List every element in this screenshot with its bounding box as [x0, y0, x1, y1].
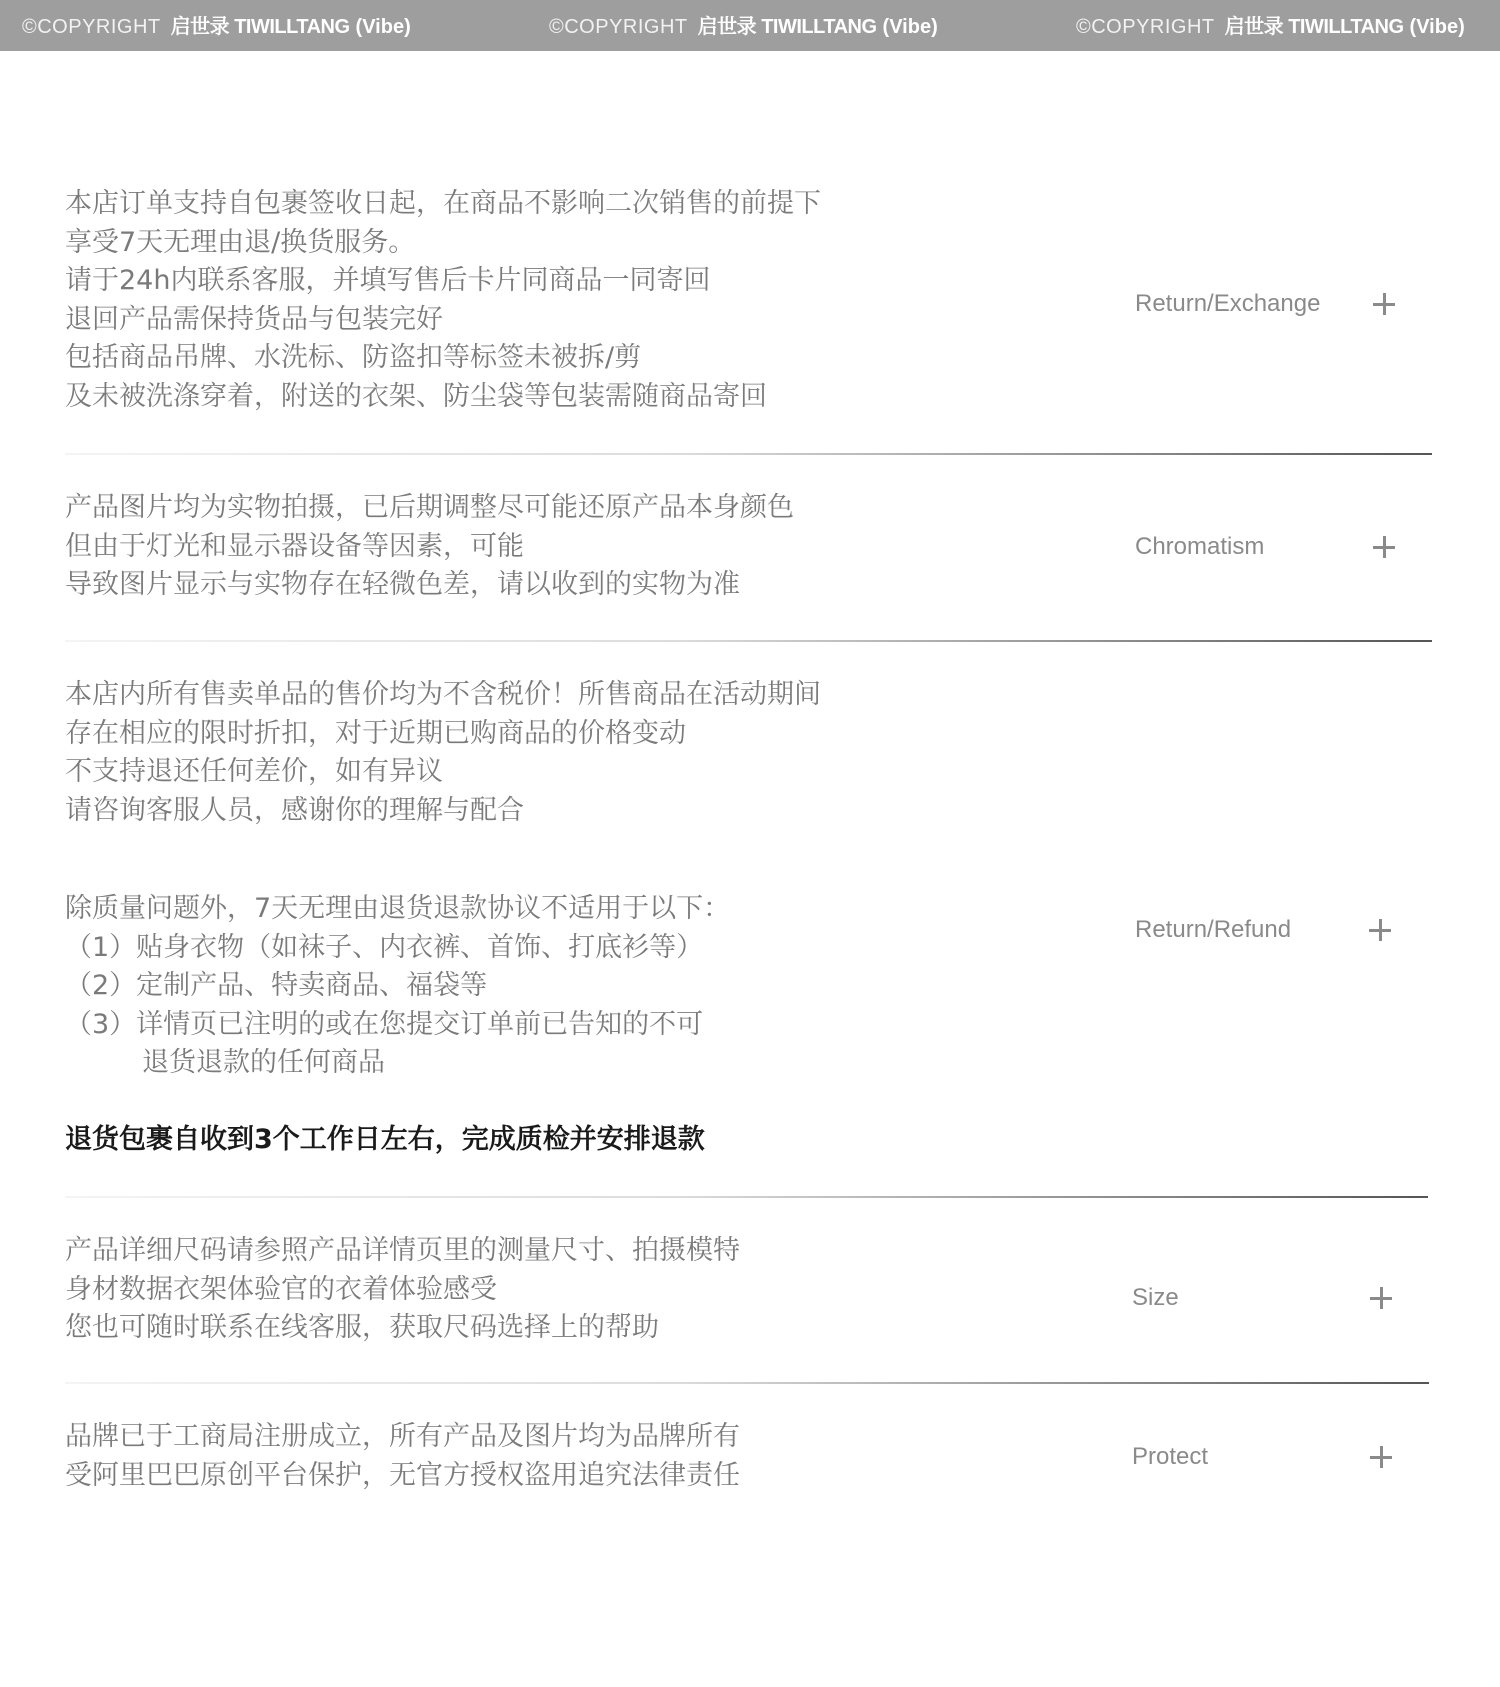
text-line: 身材数据衣架体验官的衣着体验感受: [65, 1273, 497, 1305]
refund-exclusion-text: [65, 890, 730, 1083]
brand-sub: (Vibe): [355, 16, 411, 38]
text-line: （2）定制产品、特卖商品、福袋等: [65, 970, 488, 1001]
brand-logo: 启世录 TIWILLTANG: [1224, 16, 1404, 38]
size-text: [65, 1232, 740, 1348]
text-line: 退回产品需保持货品与包装完好: [65, 303, 443, 335]
section-label-size: Size: [1132, 1284, 1179, 1311]
text-line: 及未被洗涤穿着，附送的衣架、防尘袋等包装需随商品寄回: [65, 380, 767, 412]
text-line: 本店订单支持自包裹签收日起，在商品不影响二次销售的前提下: [65, 188, 821, 219]
text-line: 除质量问题外，7天无理由退货退款协议不适用于以下：: [65, 893, 731, 924]
section-divider: [65, 1196, 1428, 1198]
brand-logo: 启世录 TIWILLTANG: [697, 16, 877, 38]
section-divider: [65, 453, 1432, 455]
plus-icon[interactable]: [1373, 293, 1395, 315]
brand-logo: 启世录 TIWILLTANG: [170, 16, 350, 38]
text-line: （3）详情页已注明的或在您提交订单前已告知的不可: [65, 1008, 704, 1040]
text-line: 产品图片均为实物拍摄，已后期调整尽可能还原产品本身颜色: [65, 492, 794, 523]
copyright-mark: [549, 12, 938, 40]
copyright-text: ©COPYRIGHT: [549, 16, 688, 38]
text-line: 受阿里巴巴原创平台保护，无官方授权盗用追究法律责任: [65, 1459, 740, 1491]
chromatism-text: [65, 489, 794, 605]
text-line: （1）贴身衣物（如袜子、内衣裤、首饰、打底衫等）: [65, 931, 704, 963]
plus-icon[interactable]: [1373, 536, 1395, 558]
highlight-line: 退货包裹自收到3个工作日左右，完成质检并安排退款: [65, 1124, 705, 1155]
brand-sub: (Vibe): [1409, 16, 1465, 38]
section-label-chromatism: Chromatism: [1135, 533, 1265, 560]
brand-sub: (Vibe): [882, 16, 938, 38]
section-divider: [65, 1382, 1429, 1384]
text-line: 请咨询客服人员，感谢你的理解与配合: [65, 794, 524, 826]
copyright-mark: [22, 12, 411, 40]
copyright-mark: [1076, 12, 1465, 40]
text-line: 享受7天无理由退/换货服务。: [65, 226, 416, 258]
text-line: 本店内所有售卖单品的售价均为不含税价！所售商品在活动期间: [65, 679, 821, 710]
section-label-return-refund: Return/Refund: [1135, 916, 1292, 943]
text-line: 品牌已于工商局注册成立，所有产品及图片均为品牌所有: [65, 1421, 740, 1452]
section-divider: [65, 640, 1432, 642]
text-line: 您也可随时联系在线客服，获取尺码选择上的帮助: [65, 1312, 659, 1343]
text-line: 导致图片显示与实物存在轻微色差，请以收到的实物为准: [65, 569, 740, 600]
plus-icon[interactable]: [1370, 1287, 1392, 1309]
price-policy-text: [65, 676, 821, 830]
protect-text: [65, 1418, 740, 1495]
plus-icon[interactable]: [1370, 1446, 1392, 1468]
copyright-banner: [0, 0, 1500, 51]
text-line: 请于24h内联系客服，并填写售后卡片同商品一同寄回: [65, 265, 711, 296]
copyright-text: ©COPYRIGHT: [1076, 16, 1215, 38]
text-line: 包括商品吊牌、水洗标、防盗扣等标签未被拆/剪: [65, 342, 642, 373]
text-line: 不支持退还任何差价，如有异议: [65, 756, 443, 787]
copyright-text: ©COPYRIGHT: [22, 16, 161, 38]
plus-icon[interactable]: [1369, 919, 1391, 941]
section-label-return-exchange: Return/Exchange: [1135, 290, 1321, 317]
refund-highlight: [65, 1121, 705, 1160]
text-line: 存在相应的限时折扣，对于近期已购商品的价格变动: [65, 717, 686, 749]
text-line: 产品详细尺码请参照产品详情页里的测量尺寸、拍摄模特: [65, 1235, 740, 1266]
section-label-protect: Protect: [1132, 1443, 1209, 1470]
return-exchange-text: [65, 185, 821, 416]
text-line: 但由于灯光和显示器设备等因素，可能: [65, 530, 524, 562]
text-line: 退货退款的任何商品: [142, 1047, 385, 1078]
